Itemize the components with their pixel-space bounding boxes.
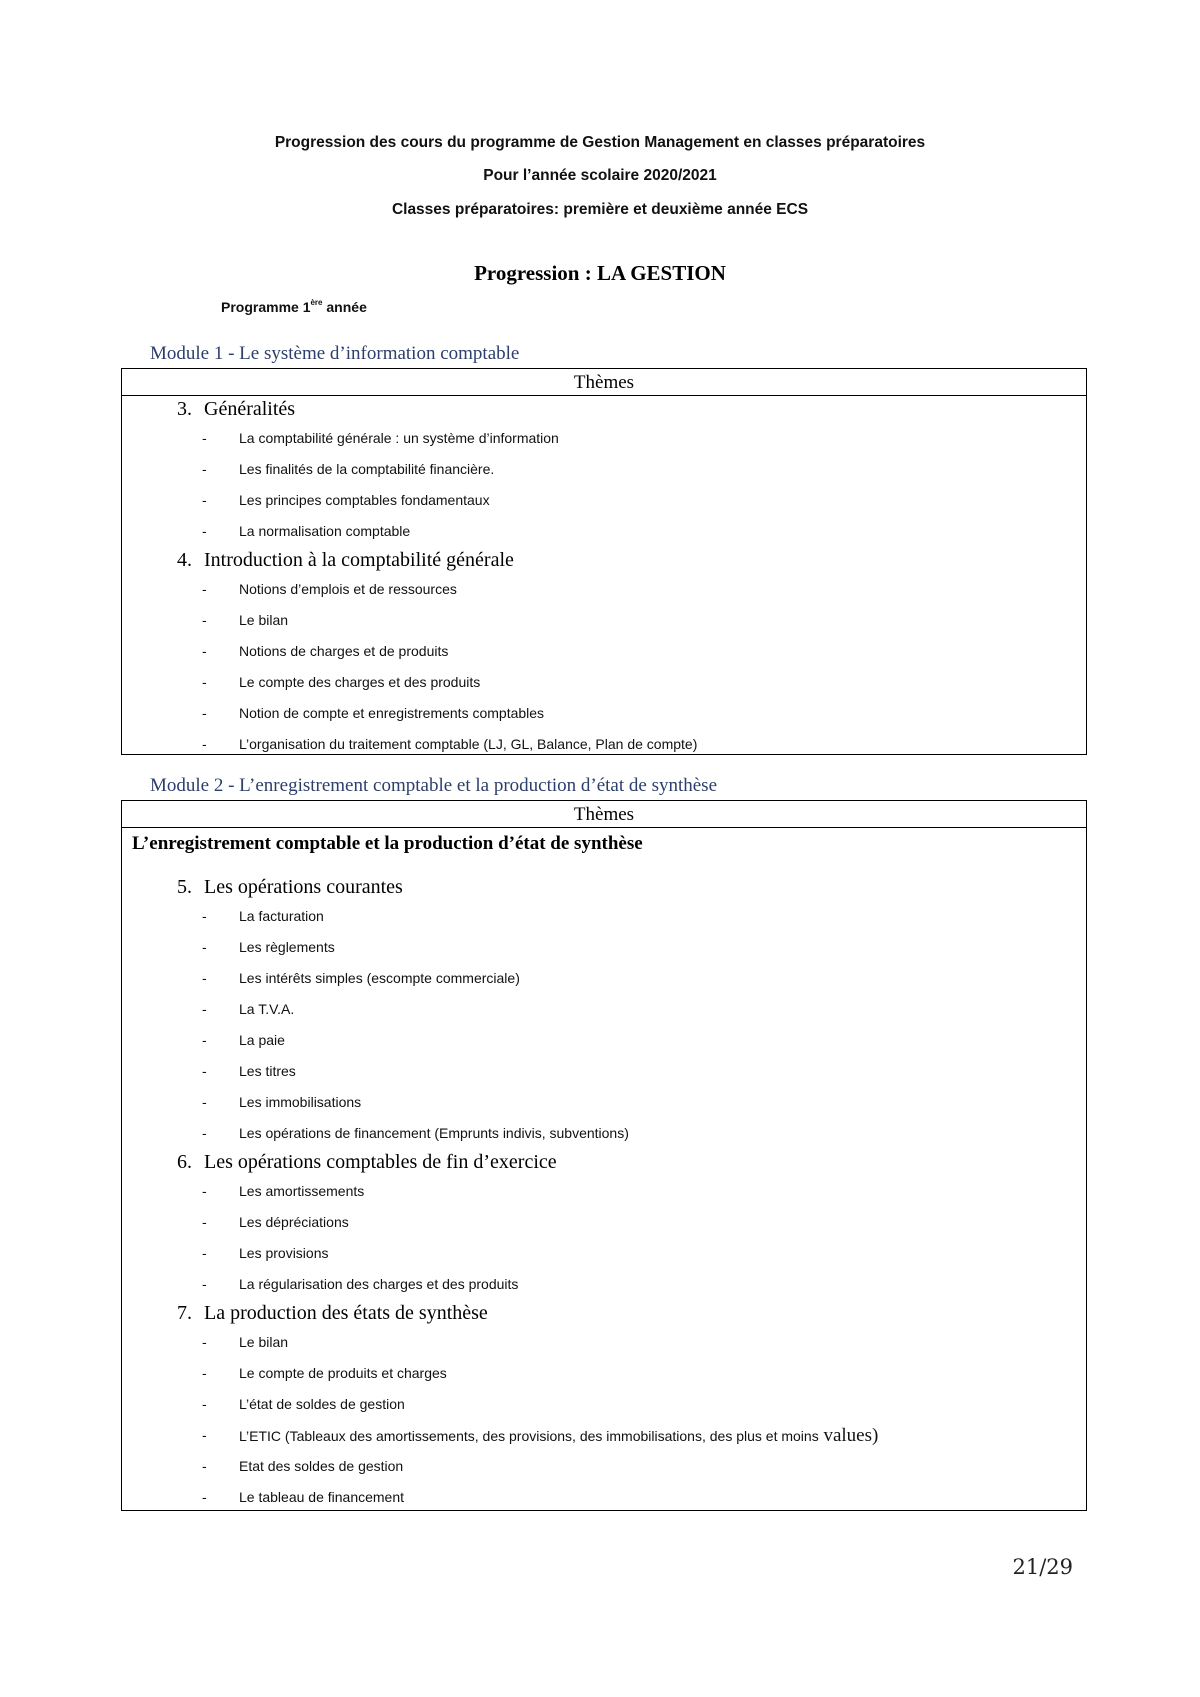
list-item-label: Notions de charges et de produits — [239, 643, 449, 659]
bullet-dash: - — [202, 939, 207, 955]
list-item — [122, 1420, 1086, 1451]
section-title: La production des états de synthèse — [204, 1302, 488, 1324]
bullet-dash: - — [202, 461, 207, 477]
list-item-label: La normalisation comptable — [239, 523, 411, 539]
bullet-dash: - — [202, 1094, 207, 1110]
list-item — [122, 1389, 1086, 1420]
list-item-label: Les intérêts simples (escompte commerciale) — [239, 970, 520, 986]
section-number: 6. — [177, 1151, 192, 1173]
list-item-text — [239, 574, 457, 605]
page-title: Progression : LA GESTION — [474, 261, 726, 285]
list-item — [122, 932, 1086, 963]
list-item — [122, 963, 1086, 994]
list-item — [122, 1176, 1086, 1207]
list-item — [122, 516, 1086, 547]
list-item-text — [239, 605, 288, 636]
section-title: Introduction à la comptabilité générale — [204, 549, 514, 571]
list-item-label: Les provisions — [239, 1245, 329, 1261]
list-item-label: Le tableau de financement — [239, 1489, 405, 1505]
list-item-label: Les principes comptables fondamentaux — [239, 492, 490, 508]
list-item — [122, 729, 1086, 760]
bullet-dash: - — [202, 1125, 207, 1141]
bullet-dash: - — [202, 1489, 207, 1505]
section-title: Les opérations comptables de fin d’exercice — [204, 1151, 557, 1173]
module-2-column-header: Thèmes — [122, 801, 1086, 828]
list-item-tail: values) — [818, 1425, 879, 1446]
bullet-dash: - — [202, 1365, 207, 1381]
programme-suffix: année — [322, 299, 367, 315]
list-item-label: L’ETIC (Tableaux des amortissements, des provisions, des immobilisations, des plus et moins — [239, 1428, 819, 1444]
module-2-body — [122, 874, 1086, 1513]
bullet-dash: - — [202, 970, 207, 986]
list-item-label: Le compte de produits et charges — [239, 1365, 447, 1381]
list-item-text — [239, 1327, 288, 1358]
module-1-table — [121, 368, 1087, 755]
bullet-dash: - — [202, 643, 207, 659]
bullet-dash: - — [202, 1276, 207, 1292]
bullet-dash: - — [202, 430, 207, 446]
list-item-label: Les amortissements — [239, 1183, 365, 1199]
bullet-dash: - — [202, 1214, 207, 1230]
list-item — [122, 485, 1086, 516]
list-item-label: La comptabilité générale : un système d’information — [239, 430, 559, 446]
list-item — [122, 574, 1086, 605]
bullet-dash: - — [202, 492, 207, 508]
list-item-label: Notion de compte et enregistrements comptables — [239, 705, 545, 721]
list-item-text — [239, 932, 335, 963]
bullet-dash: - — [202, 674, 207, 690]
list-item — [122, 1269, 1086, 1300]
bullet-dash: - — [202, 1183, 207, 1199]
bullet-dash: - — [202, 1427, 207, 1443]
header-line-3: Classes préparatoires: première et deuxième année ECS — [391, 201, 809, 218]
module-1-column-header: Thèmes — [122, 369, 1086, 396]
list-item — [122, 1451, 1086, 1482]
list-item-label: Le compte des charges et des produits — [239, 674, 481, 690]
list-item-label: Notions d’emplois et de ressources — [239, 581, 457, 597]
list-item-text — [239, 1238, 329, 1269]
list-item-text — [239, 1207, 349, 1238]
list-item-label: L’organisation du traitement comptable (LJ, GL, Balance, Plan de compte) — [239, 736, 698, 752]
bullet-dash: - — [202, 1334, 207, 1350]
list-item — [122, 605, 1086, 636]
list-item-label: Le bilan — [239, 1334, 289, 1350]
section-title: Les opérations courantes — [204, 876, 403, 898]
list-item-text — [239, 485, 490, 516]
list-item — [122, 454, 1086, 485]
list-item-text — [239, 1451, 403, 1482]
list-item-text — [239, 901, 324, 932]
list-item — [122, 1327, 1086, 1358]
section-heading — [122, 1149, 1086, 1176]
list-item-label: L’état de soldes de gestion — [239, 1396, 405, 1412]
list-item-label: Les titres — [239, 1063, 296, 1079]
list-item — [122, 1482, 1086, 1513]
list-item — [122, 901, 1086, 932]
section-heading — [122, 396, 1086, 423]
list-item-text — [239, 729, 697, 760]
list-item-text — [239, 667, 480, 698]
list-item-label: Les dépréciations — [239, 1214, 349, 1230]
list-item-text — [239, 698, 544, 729]
bullet-dash: - — [202, 736, 207, 752]
programme-prefix: Programme 1 — [221, 299, 311, 315]
list-item-label: La facturation — [239, 908, 324, 924]
list-item — [122, 1238, 1086, 1269]
list-item — [122, 1056, 1086, 1087]
bullet-dash: - — [202, 612, 207, 628]
list-item-label: La paie — [239, 1032, 285, 1048]
bullet-dash: - — [202, 1001, 207, 1017]
list-item-label: Le bilan — [239, 612, 289, 628]
bullet-dash: - — [202, 1458, 207, 1474]
list-item — [122, 423, 1086, 454]
section-number: 3. — [177, 398, 192, 420]
bullet-dash: - — [202, 908, 207, 924]
module-2-subheader: L’enregistrement comptable et la production d’état de synthèse — [132, 833, 643, 854]
bullet-dash: - — [202, 1245, 207, 1261]
list-item-label: Les règlements — [239, 939, 335, 955]
list-item — [122, 667, 1086, 698]
list-item-label: La régularisation des charges et des produits — [239, 1276, 519, 1292]
list-item-text — [239, 963, 520, 994]
bullet-dash: - — [202, 1032, 207, 1048]
bullet-dash: - — [202, 705, 207, 721]
list-item-label: Les immobilisations — [239, 1094, 362, 1110]
page-number: 21/29 — [1012, 1555, 1073, 1579]
list-item-label: Les finalités de la comptabilité financière. — [239, 461, 495, 477]
spacer — [122, 860, 1086, 874]
list-item-text — [239, 1087, 361, 1118]
list-item — [122, 994, 1086, 1025]
bullet-dash: - — [202, 581, 207, 597]
programme-label — [221, 298, 367, 315]
list-item-text — [239, 994, 294, 1025]
bullet-dash: - — [202, 1396, 207, 1412]
list-item-text — [239, 1482, 404, 1513]
list-item-text — [239, 1269, 518, 1300]
list-item-text — [239, 454, 494, 485]
list-item — [122, 636, 1086, 667]
section-number: 7. — [177, 1302, 192, 1324]
list-item-label: Les opérations de financement (Emprunts indivis, subventions) — [239, 1125, 629, 1141]
list-item-text — [239, 1176, 364, 1207]
list-item — [122, 1358, 1086, 1389]
list-item-text — [239, 1420, 878, 1452]
section-heading — [122, 547, 1086, 574]
list-item — [122, 1087, 1086, 1118]
section-heading — [122, 1300, 1086, 1327]
list-item-text — [239, 423, 559, 454]
section-title: Généralités — [204, 398, 296, 420]
list-item-text — [239, 1389, 405, 1420]
section-number: 5. — [177, 876, 192, 898]
header-line-1: Progression des cours du programme de Gestion Management en classes préparatoires — [274, 134, 926, 151]
header-line-2: Pour l’année scolaire 2020/2021 — [483, 167, 717, 184]
list-item — [122, 1118, 1086, 1149]
bullet-dash: - — [202, 1063, 207, 1079]
list-item-label: Etat des soldes de gestion — [239, 1458, 404, 1474]
module-2-table — [121, 800, 1087, 1511]
list-item-text — [239, 1025, 285, 1056]
list-item — [122, 1207, 1086, 1238]
list-item-text — [239, 636, 448, 667]
list-item-text — [239, 516, 410, 547]
list-item-text — [239, 1358, 447, 1389]
bullet-dash: - — [202, 523, 207, 539]
programme-sup: ère — [310, 298, 323, 307]
section-heading — [122, 874, 1086, 901]
list-item-text — [239, 1056, 296, 1087]
list-item — [122, 1025, 1086, 1056]
module-2-title: Module 2 - L’enregistrement comptable et la production d’état de synthèse — [150, 775, 718, 796]
list-item-label: La T.V.A. — [239, 1001, 295, 1017]
section-number: 4. — [177, 549, 192, 571]
list-item-text — [239, 1118, 629, 1149]
module-1-body — [122, 396, 1086, 760]
list-item — [122, 698, 1086, 729]
module-1-title: Module 1 - Le système d’information comptable — [150, 343, 520, 364]
